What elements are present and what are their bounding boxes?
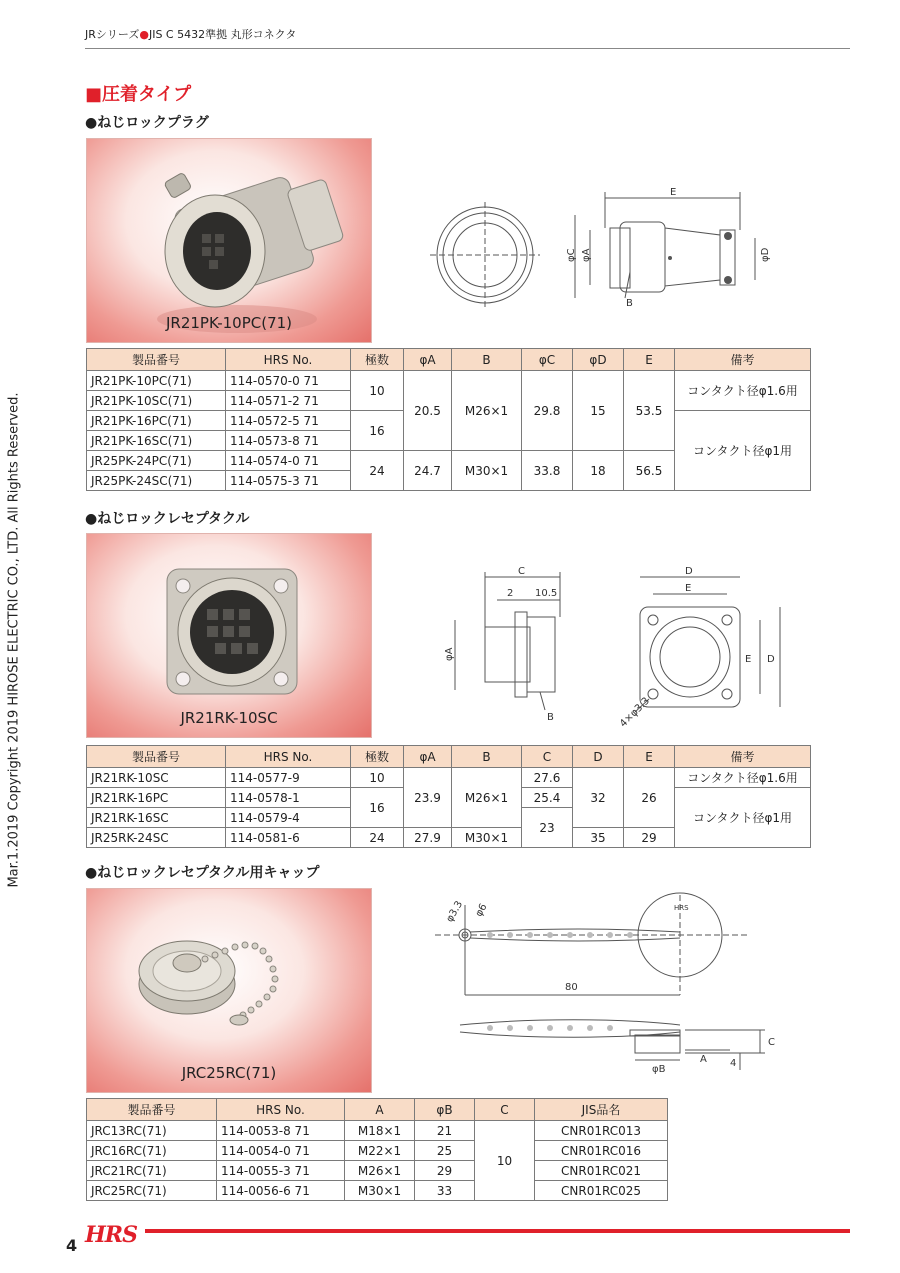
hrs-number: 114-0054-0 71 — [217, 1141, 345, 1161]
column-header: φA — [404, 746, 452, 768]
column-header: B — [452, 746, 522, 768]
dim-c: 29.8 — [522, 371, 573, 451]
plug-dimension-drawing — [430, 180, 810, 320]
receptacle-dim-c: C — [518, 566, 525, 577]
hrs-number: 114-0571-2 71 — [226, 391, 351, 411]
part-number: JR21PK-16SC(71) — [87, 431, 226, 451]
dim-a: M26×1 — [345, 1161, 415, 1181]
footer-rule — [145, 1229, 850, 1233]
receptacle-dim-b: B — [547, 712, 554, 723]
remarks: コンタクト径φ1用 — [675, 788, 811, 848]
hrs-logo: HRS — [85, 1222, 137, 1248]
side-copyright-text: Mar.1.2019 Copyright 2019 HIROSE ELECTRIC CO., LTD. All Rights Reserved. — [6, 392, 22, 888]
part-number: JR21PK-10PC(71) — [87, 371, 226, 391]
poles: 16 — [351, 411, 404, 451]
plug-dim-c: φC — [566, 248, 577, 262]
remarks: コンタクト径φ1.6用 — [675, 371, 811, 411]
jis-name: CNR01RC013 — [535, 1121, 668, 1141]
cap-photo — [86, 888, 372, 1093]
plug-dim-e: E — [670, 187, 677, 198]
header-standard: JIS C 5432準拠 丸形コネクタ — [148, 28, 297, 41]
cap-dim-a: A — [700, 1054, 707, 1065]
part-number: JR21RK-16SC — [87, 808, 226, 828]
hrs-number: 114-0579-4 — [226, 808, 351, 828]
receptacle-spec-table — [86, 745, 811, 848]
dim-e: 53.5 — [624, 371, 675, 451]
poles: 24 — [351, 451, 404, 491]
part-number: JRC25RC(71) — [87, 1181, 217, 1201]
table-header-row — [87, 349, 811, 371]
part-number: JR21RK-10SC — [87, 768, 226, 788]
table-row — [87, 1121, 668, 1141]
cap-dim-hrs-mark: HRS — [674, 904, 689, 912]
remarks: コンタクト径φ1用 — [675, 411, 811, 491]
jis-name: CNR01RC021 — [535, 1161, 668, 1181]
hrs-number: 114-0578-1 — [226, 788, 351, 808]
dim-b: 29 — [415, 1161, 475, 1181]
header-series: JRシリーズ — [85, 28, 140, 41]
hrs-number: 114-0056-6 71 — [217, 1181, 345, 1201]
part-number: JRC16RC(71) — [87, 1141, 217, 1161]
receptacle-dim-d-side: D — [767, 654, 775, 665]
column-header: 極数 — [351, 746, 404, 768]
column-header: C — [522, 746, 573, 768]
receptacle-dim-e-top: E — [685, 583, 692, 594]
receptacle-heading: ●ねじロックレセプタクル — [85, 511, 250, 527]
cap-dimension-drawing — [430, 890, 810, 1080]
receptacle-dim-holes: 4×φ3.3 — [617, 695, 653, 730]
part-number: JRC21RC(71) — [87, 1161, 217, 1181]
dim-c: 33.8 — [522, 451, 573, 491]
hrs-number: 114-0570-0 71 — [226, 371, 351, 391]
page-number: 4 — [66, 1236, 78, 1255]
cap-dim-c: C — [768, 1037, 775, 1048]
column-header: HRS No. — [226, 349, 351, 371]
dim-c: 10 — [475, 1121, 535, 1201]
dim-c: 23 — [522, 808, 573, 848]
part-number: JRC13RC(71) — [87, 1121, 217, 1141]
dim-e: 26 — [624, 768, 675, 828]
dim-c: 25.4 — [522, 788, 573, 808]
column-header: HRS No. — [217, 1099, 345, 1121]
hrs-number: 114-0572-5 71 — [226, 411, 351, 431]
dim-a: 20.5 — [404, 371, 452, 451]
dim-b: M30×1 — [452, 451, 522, 491]
column-header: JIS品名 — [535, 1099, 668, 1121]
cap-dim-length: 80 — [565, 982, 578, 993]
hrs-number: 114-0577-9 — [226, 768, 351, 788]
header-rule — [85, 48, 850, 49]
table-row — [87, 371, 811, 391]
dim-e: 56.5 — [624, 451, 675, 491]
column-header: A — [345, 1099, 415, 1121]
table-row — [87, 1161, 668, 1181]
cap-dim-b: φB — [652, 1064, 666, 1075]
part-number: JR21RK-16PC — [87, 788, 226, 808]
column-header: D — [573, 746, 624, 768]
plug-dim-a: φA — [581, 248, 592, 262]
dim-a: M18×1 — [345, 1121, 415, 1141]
dim-a: 27.9 — [404, 828, 452, 848]
table-row — [87, 1141, 668, 1161]
hrs-number: 114-0575-3 71 — [226, 471, 351, 491]
column-header: φD — [573, 349, 624, 371]
poles: 24 — [351, 828, 404, 848]
cap-illustration — [87, 889, 372, 1093]
section-title: ■圧着タイプ — [85, 84, 192, 105]
dim-d: 35 — [573, 828, 624, 848]
hrs-number: 114-0055-3 71 — [217, 1161, 345, 1181]
hrs-number: 114-0053-8 71 — [217, 1121, 345, 1141]
dim-e: 29 — [624, 828, 675, 848]
remarks: コンタクト径φ1.6用 — [675, 768, 811, 788]
dim-b: 21 — [415, 1121, 475, 1141]
plug-spec-table — [86, 348, 811, 491]
dim-b: M30×1 — [452, 828, 522, 848]
column-header: 製品番号 — [87, 1099, 217, 1121]
table-row — [87, 1181, 668, 1201]
dim-c: 27.6 — [522, 768, 573, 788]
receptacle-dim-a: φA — [444, 647, 455, 661]
column-header: 備考 — [675, 349, 811, 371]
dim-a: M30×1 — [345, 1181, 415, 1201]
receptacle-dimension-drawing — [435, 562, 815, 732]
column-header: φB — [415, 1099, 475, 1121]
plug-dim-d: φD — [760, 247, 771, 262]
column-header: HRS No. — [226, 746, 351, 768]
dim-d: 18 — [573, 451, 624, 491]
hrs-number: 114-0574-0 71 — [226, 451, 351, 471]
side-copyright — [2, 370, 26, 910]
cap-dim-4: 4 — [730, 1058, 737, 1069]
jis-name: CNR01RC025 — [535, 1181, 668, 1201]
dim-a: 24.7 — [404, 451, 452, 491]
dim-a: M22×1 — [345, 1141, 415, 1161]
hrs-number: 114-0573-8 71 — [226, 431, 351, 451]
plug-photo — [86, 138, 372, 343]
column-header: φA — [404, 349, 452, 371]
receptacle-photo — [86, 533, 372, 738]
receptacle-photo-caption: JR21RK-10SC — [180, 709, 278, 727]
column-header: 極数 — [351, 349, 404, 371]
receptacle-dim-d-top: D — [685, 566, 693, 577]
dim-b: M26×1 — [452, 768, 522, 828]
part-number: JR25RK-24SC — [87, 828, 226, 848]
running-header — [85, 26, 296, 42]
column-header: 製品番号 — [87, 746, 226, 768]
receptacle-dim-10-5: 10.5 — [535, 588, 558, 599]
plug-illustration — [87, 139, 372, 343]
plug-heading: ●ねじロックプラグ — [85, 115, 209, 131]
dim-d: 32 — [573, 768, 624, 828]
hrs-number: 114-0581-6 — [226, 828, 351, 848]
cap-dim-hole-3-3: φ3.3 — [444, 899, 466, 925]
column-header: E — [624, 746, 675, 768]
receptacle-dim-e-side: E — [745, 654, 752, 665]
receptacle-illustration — [87, 534, 372, 738]
dim-b: 25 — [415, 1141, 475, 1161]
cap-photo-caption: JRC25RC(71) — [181, 1064, 277, 1082]
column-header: 備考 — [675, 746, 811, 768]
column-header: B — [452, 349, 522, 371]
part-number: JR25PK-24SC(71) — [87, 471, 226, 491]
part-number: JR21PK-16PC(71) — [87, 411, 226, 431]
cap-dim-hole-6: φ6 — [473, 901, 490, 919]
table-header-row — [87, 1099, 668, 1121]
header-dot: ● — [139, 28, 149, 41]
poles: 10 — [351, 768, 404, 788]
table-header-row — [87, 746, 811, 768]
plug-photo-caption: JR21PK-10PC(71) — [165, 314, 293, 332]
table-row — [87, 768, 811, 788]
receptacle-dim-2: 2 — [507, 588, 514, 599]
dim-b: M26×1 — [452, 371, 522, 451]
poles: 16 — [351, 788, 404, 828]
poles: 10 — [351, 371, 404, 411]
cap-heading: ●ねじロックレセプタクル用キャップ — [85, 865, 320, 881]
part-number: JR25PK-24PC(71) — [87, 451, 226, 471]
jis-name: CNR01RC016 — [535, 1141, 668, 1161]
dim-a: 23.9 — [404, 768, 452, 828]
column-header: 製品番号 — [87, 349, 226, 371]
part-number: JR21PK-10SC(71) — [87, 391, 226, 411]
dim-b: 33 — [415, 1181, 475, 1201]
column-header: C — [475, 1099, 535, 1121]
column-header: φC — [522, 349, 573, 371]
column-header: E — [624, 349, 675, 371]
cap-spec-table — [86, 1098, 668, 1201]
plug-dim-b: B — [626, 298, 633, 309]
dim-d: 15 — [573, 371, 624, 451]
